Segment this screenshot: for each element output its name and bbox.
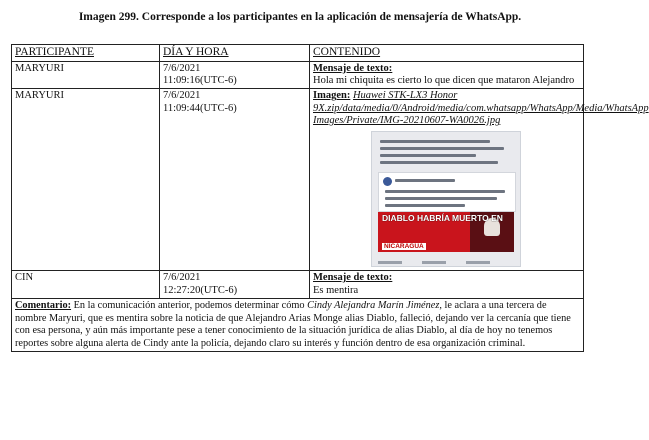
datetime-cell <box>160 89 310 271</box>
image-file-path: Huawei STK-LX3 Honor 9X.zip/data/media/0/Android/media/com.whatsapp/WhatsApp/Media/WhatsApp Images/Private/IMG-20210607-WA0026.jpg <box>313 90 649 127</box>
post-actions <box>378 256 514 264</box>
datetime-cell <box>160 271 310 299</box>
comment-cell <box>12 299 584 352</box>
header-participant: PARTICIPANTE <box>12 45 160 62</box>
table-row <box>12 61 584 89</box>
date-text: 7/6/2021 <box>163 272 201 284</box>
participant-cell: MARYURI <box>12 61 160 89</box>
comment-row <box>12 299 584 352</box>
time-text: 12:27:20(UTC-6) <box>163 284 238 296</box>
content-label: Mensaje de texto: <box>313 272 393 284</box>
content-cell <box>310 61 584 89</box>
participant-cell: CIN <box>12 271 160 299</box>
content-label: Mensaje de texto: <box>313 62 393 74</box>
message-text: Es mentira <box>313 284 359 296</box>
date-text: 7/6/2021 <box>163 62 201 74</box>
header-datetime: DÍA Y HORA <box>160 45 310 62</box>
photo-headline: DIABLO HABRÍA MUERTO EN <box>382 213 503 224</box>
message-text: Hola mi chiquita es cierto lo que dicen que mataron Alejandro <box>313 74 575 86</box>
evidence-table <box>11 44 649 352</box>
figure-caption: Imagen 299. Corresponde a los participantes en la aplicación de mensajería de WhatsApp. <box>78 11 522 23</box>
content-label: Imagen: <box>313 90 351 102</box>
content-cell <box>310 271 584 299</box>
avatar <box>383 177 392 186</box>
participant-cell: MARYURI <box>12 89 160 271</box>
shared-post-card <box>378 172 516 212</box>
image-entry <box>313 90 649 127</box>
comment-text-2: , le aclara a una tercera de nombre Maryuri, que es mentira sobre la noticia de que Alejandro Arias Monge alias Diablo, falleció, dejando ver la cercanía que tiene con esa persona, y aún más importante pese a tener conocimiento de la situación jurídica de alias Diablo, al día de hoy no tenemos reportes sobre alguna alerta de Cindy ante la policía, dejando claro su interés y función dentro de esa organización criminal. <box>15 300 571 349</box>
photo-tag: NICARAGUA <box>384 242 424 250</box>
table-row <box>12 271 584 299</box>
table-row <box>12 89 584 271</box>
datetime-cell <box>160 61 310 89</box>
comment-label: Comentario: <box>15 300 72 312</box>
attached-news-image <box>371 131 521 267</box>
time-text: 11:09:44(UTC-6) <box>163 102 237 114</box>
comment-person: Cindy Alejandra Marín Jiménez <box>307 300 440 312</box>
table-header-row <box>12 45 584 62</box>
date-text: 7/6/2021 <box>163 90 201 102</box>
comment-text-1: En la comunicación anterior, podemos determinar cómo <box>71 300 308 312</box>
time-text: 11:09:16(UTC-6) <box>163 74 237 86</box>
news-photo <box>378 212 514 252</box>
content-cell <box>310 89 649 271</box>
header-content: CONTENIDO <box>310 45 584 62</box>
